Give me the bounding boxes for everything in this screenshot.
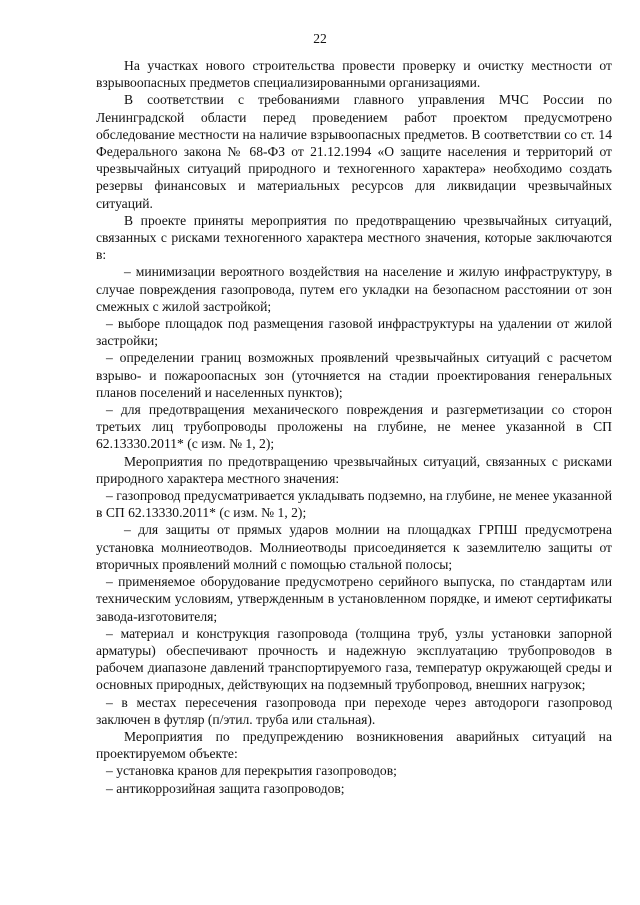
paragraph-accident-prevention-intro: Мероприятия по предупреждению возникновения аварийных ситуаций на проектируемом объекте:	[96, 728, 612, 762]
list-item-anticorrosion: – антикоррозийная защита газопроводов;	[106, 780, 345, 796]
list-item-site-selection: – выборе площадок под размещения газовой инфраструктуры на удалении от жилой застройки;	[96, 316, 612, 349]
list-item-shutoff-valves: – установка кранов для перекрытия газопроводов;	[106, 763, 397, 779]
list-item-pipeline-construction: – материал и конструкция газопровода (толщина труб, узлы установки запорной арматуры) обеспечивают прочность и надежную эксплуатацию трубопроводов в рабочем диапазоне давлений транспортируемого газа, температур окружающей среды и основных природных, действующих на подземный трубопровод, внешних нагрузок;	[96, 625, 612, 693]
paragraph-technogenic-measures-intro: В проекте приняты мероприятия по предотвращению чрезвычайных ситуаций, связанных с рисками техногенного характера местного значения, которые заключаются в:	[96, 212, 612, 263]
list-item-underground-laying: – газопровод предусматривается укладывать подземно, на глубине, не менее указанной в СП 62.13330.2011* (с изм. № 1, 2);	[96, 488, 612, 521]
list-item-road-crossing-casing: – в местах пересечения газопровода при переходе через автодороги газопровод заключен в футляр (п/этил. труба или стальная).	[96, 694, 612, 727]
paragraph-explosive-clearance: На участках нового строительства провести проверку и очистку местности от взрывоопасных предметов специализированными организациями.	[96, 58, 612, 91]
document-body	[96, 57, 612, 797]
list-item-certified-equipment: – применяемое оборудование предусмотрено серийного выпуска, по стандартам или техническим условиям, утвержденным в установленном порядке, и имеют сертификаты завода-изготовителя;	[96, 574, 612, 624]
paragraph-natural-measures-intro: Мероприятия по предотвращению чрезвычайных ситуаций, связанных с рисками природного характера местного значения:	[96, 453, 612, 486]
list-item-lightning-protection: – для защиты от прямых ударов молнии на площадках ГРПШ предусмотрена установка молниеотводов. Молниеотводы присоединяется к заземлителю защиты от вторичных проявлений молний с помощью стальной полосы;	[96, 522, 612, 572]
page-number: 22	[313, 31, 327, 46]
list-item-minimize-impact: – минимизации вероятного воздействия на население и жилую инфраструктуру, в случае повреждения газопровода, путем его укладки на безопасном расстоянии от зон смежных с жилой застройкой;	[96, 264, 612, 314]
list-item-hazard-zones: – определении границ возможных проявлений чрезвычайных ситуаций с расчетом взрыво- и пожароопасных зон (уточняется на стадии проектирования генеральных планов поселений и населенных пунктов);	[96, 350, 612, 400]
paragraph-emergency-ministry-requirements: В соответствии с требованиями главного управления МЧС России по Ленинградской области перед проведением работ проектом предусмотрено обследование местности на наличие взрывоопасных предметов. В соответствии со ст. 14 Федерального закона № 68-ФЗ от 21.12.1994 «О защите населения и территорий от чрезвычайных ситуаций природного и техногенного характера» необходимо создать резервы финансовых и материальных ресурсов для ликвидации чрезвычайных ситуаций.	[96, 92, 612, 211]
list-item-mechanical-damage: – для предотвращения механического повреждения и разгерметизации со сторон третьих лиц трубопроводы проложены на глубине, не менее указанной в СП 62.13330.2011* (с изм. № 1, 2);	[96, 402, 612, 452]
